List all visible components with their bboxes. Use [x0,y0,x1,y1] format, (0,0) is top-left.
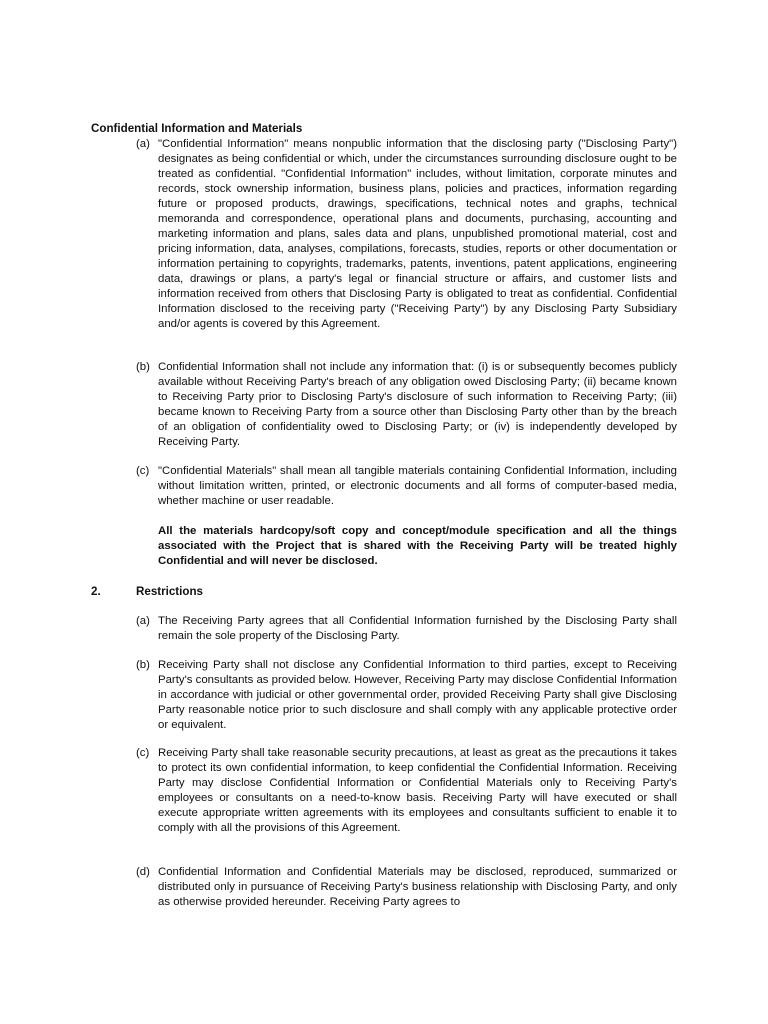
clause-text: Receiving Party shall not disclose any Confidential Information to third parties, except to Receiving Party's consultants as provided below. However, Receiving Party may disclose Confidential Information in accordance with judicial or other governmental order, provided Receiving Party shall give Disclosing Party reasonable notice prior to such disclosure and shall comply with any applicable protective order or equivalent. [158,659,677,731]
clause-text: "Confidential Information" means nonpublic information that the disclosing party ("Disclosing Party") designates as being confidential or which, under the circumstances surrounding disclosure ought to be treated as confidential. "Confidential Information" includes, without limitation, corporate minutes and records, stock ownership information, business plans, policies and practices, information regarding future or proposed products, drawings, specifications, technical notes and graphs, technical memoranda and correspondence, operational plans and documents, purchasing, accounting and marketing information and plans, sales data and plans, unpublished promotional material, cost and pricing information, data, analyses, compilations, forecasts, studies, reports or other documentation or information pertaining to copyrights, trademarks, patents, inventions, patent applications, engineering data, drawings or plans, a party's legal or financial structure or affairs, and customer lists and information received from others that Disclosing Party is obligated to treat as confidential. Confidential Information disclosed to the receiving party ("Receiving Party") by any Disclosing Party Subsidiary and/or agents is covered by this Agreement. [158,138,677,330]
section-heading-confidential-information: Confidential Information and Materials [91,122,303,135]
clause-text: Confidential Information shall not include any information that: (i) is or subsequently becomes publicly available without Receiving Party's breach of any obligation owed Disclosing Party; (ii) became known to Receiving Party prior to Disclosing Party's disclosure of such information to Receiving Party; (iii) became known to Receiving Party from a source other than Disclosing Party other than by the breach of an obligation of confidentiality owed to Disclosing Party; or (iv) is independently developed by Receiving Party. [158,361,677,448]
section-number: 2. [91,585,101,598]
clause-text: "Confidential Materials" shall mean all tangible materials containing Confidential Information, including without limitation written, printed, or electronic documents and all forms of computer-based media, whether machine or user readable. [158,465,677,507]
clause-label: (c) [136,465,150,477]
clause-label: (d) [136,866,150,878]
clause-text: Receiving Party shall take reasonable security precautions, at least as great as the precautions it takes to protect its own confidential information, to keep confidential the Confidential Information. Receiving Party may disclose Confidential Information or Confidential Materials only to Receiving Party's employees or consultants on a need-to-know basis. Receiving Party will have executed or shall execute appropriate written agreements with its employees and consultants sufficient to enable it to comply with all the provisions of this Agreement. [158,747,677,834]
clause-1b [136,360,677,450]
clause-1c [136,464,677,509]
clause-label: (b) [136,659,150,671]
clause-label: (b) [136,361,150,373]
clause-2d [136,865,677,910]
clause-label: (c) [136,747,150,759]
clause-1a [136,137,677,332]
clause-text: The Receiving Party agrees that all Confidential Information furnished by the Disclosing Party shall remain the sole property of the Disclosing Party. [158,615,677,642]
section-title-restrictions: Restrictions [136,585,204,598]
confidentiality-bold-note: All the materials hardcopy/soft copy and concept/module specification and all the things associated with the Project that is shared with the Receiving Party will be treated highly Confidential and will never be disclosed. [158,525,677,567]
clause-label: (a) [136,138,150,150]
clause-2a [136,614,677,644]
clause-label: (a) [136,615,150,627]
clause-text: Confidential Information and Confidential Materials may be disclosed, reproduced, summarized or distributed only in pursuance of Receiving Party's business relationship with Disclosing Party, and only as otherwise provided hereunder. Receiving Party agrees to [158,866,677,908]
clause-2b [136,658,677,733]
clause-2c [136,746,677,836]
